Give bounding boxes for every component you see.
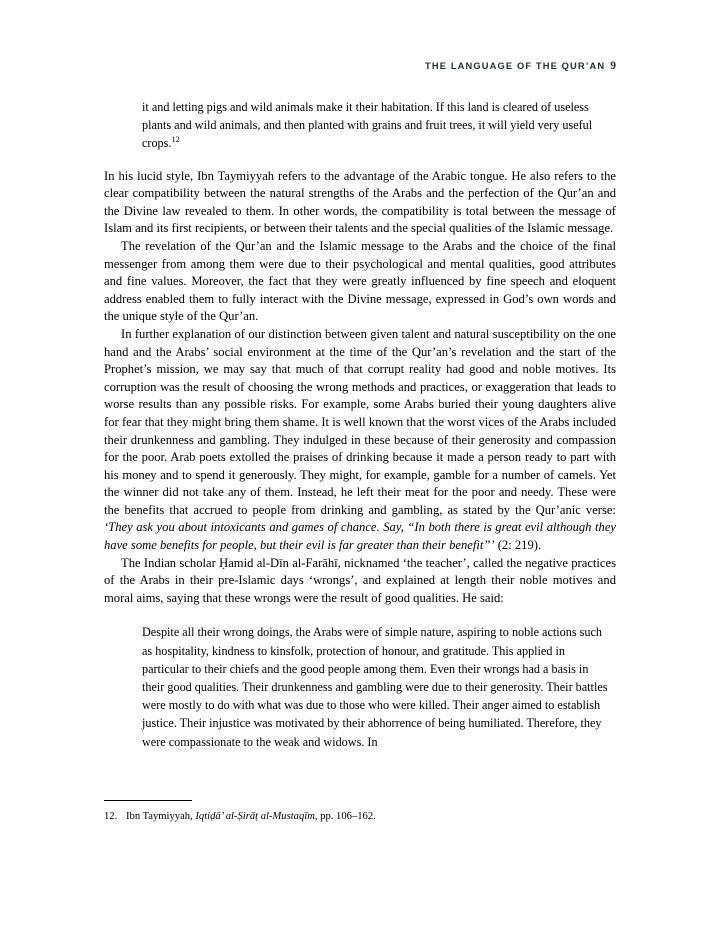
quranic-verse-quote: ‘They ask you about intoxicants and games of chance. Say, “In both there is great evil although they have some benefits for people, but their evil is far greater than their benefit”’ xyxy=(104,520,616,553)
footnote-separator-rule xyxy=(104,800,192,801)
paragraph-3-part-2: (2: 219). xyxy=(494,538,542,553)
paragraph-3-part-1: In further explanation of our distinction between given talent and natural susceptibility on the one hand and the Arabs’ social environment at the time of the Qur’an’s revelation and the start of the Prophet’s mission, we may say that much of that corrupt reality had good and noble motives. Its corruption was the result of choosing the wrong methods and practices, or exaggeration that leads to worse results than any possible risks. For example, some Arabs buried their young daughters alive for fear that they might bring them shame. It is well known that the worst vices of the Arabs included their drunkenness and gambling. They indulged in these because of their generosity and compassion for the poor. Arab poets extolled the praises of drinking because it made a person ready to part with his money and to spend it generously. They might, for example, gamble for a number of camels. Yet the winner did not take any of them. Instead, he left their meat for the poor and needy. These were the benefits that accrued to people from drinking and gambling, as stated by the Qur’anic verse: xyxy=(104,326,616,517)
paragraph-4: The Indian scholar Ḥamid al-Dīn al-Farāhī, nicknamed ‘the teacher’, called the negative practices of the Arabs in their pre-Islamic days ‘wrongs’, and explained at length their noble motives and moral aims, saying that these wrongs were the result of good qualities. He said: xyxy=(104,555,616,605)
running-head-title: THE LANGUAGE OF THE QUR’AN xyxy=(425,61,606,71)
page-content xyxy=(104,60,616,759)
footnote-text-after: , pp. 106–162. xyxy=(314,811,376,822)
block-quote-bottom: Despite all their wrong doings, the Arabs were of simple nature, aspiring to noble actions such as hospitality, kindness to kinsfolk, protection of honour, and gratitude. This applied in particular to their chiefs and the good people among them. Even their wrongs had a basis in their good qualities. Their drunkenness and gambling were due to their generosity. Their battles were mostly to do with what was due to those who were killed. Their anger aimed to establish justice. Their injustice was motivated by their abhorrence of being humiliated. Therefore, they were compassionate to the weak and widows. In xyxy=(142,625,608,749)
paragraph-1: In his lucid style, Ibn Taymiyyah refers to the advantage of the Arabic tongue. He also refers to the clear compatibility between the natural strengths of the Arabs and the perfection of the Qur’an and the Divine law revealed to them. In other words, the compatibility is total between the message of Islam and its first recipients, or between their talents and the special qualities of the Islamic message. xyxy=(104,168,616,236)
block-quote-top xyxy=(142,98,610,153)
block-quote-top-text: it and letting pigs and wild animals make it their habitation. If this land is cleared of useless plants and wild animals, and then planted with grains and fruit trees, it will yield very useful crops. xyxy=(142,100,593,151)
paragraph-3 xyxy=(104,326,616,555)
paragraph-2: The revelation of the Qur’an and the Islamic message to the Arabs and the choice of the final messenger from among them were due to their psychological and mental qualities, good attributes and fine values. Moreover, the fact that they were greatly influenced by fine speech and eloquent address enabled them to fully interact with the Divine message, expressed in God’s own words and the unique style of the Qur’an. xyxy=(104,238,616,324)
footnote-12 xyxy=(104,810,616,824)
footnote-title: Iqtiḍā’ al-Ṣirāṭ al-Mustaqīm xyxy=(195,811,315,822)
running-head xyxy=(104,60,616,72)
footnote-text-before: Ibn Taymiyyah, xyxy=(126,811,196,822)
footnote-number: 12. xyxy=(104,811,118,822)
footnote-marker-12: 12 xyxy=(171,135,180,145)
page-number: 9 xyxy=(610,60,616,72)
footnote-area xyxy=(104,800,616,824)
